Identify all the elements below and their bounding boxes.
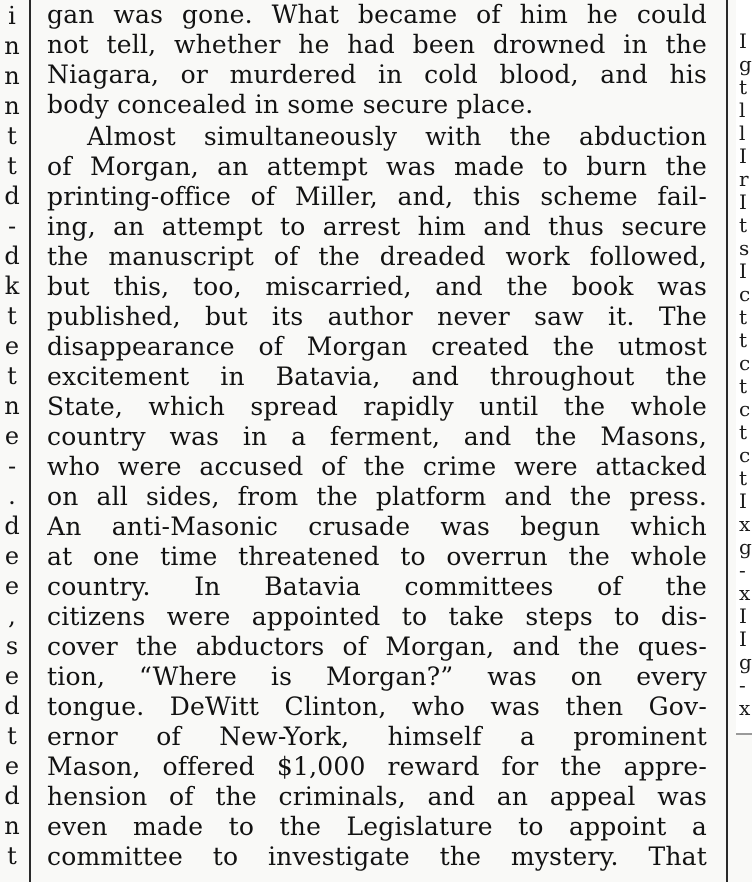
right-fragment-char: c — [739, 443, 751, 467]
right-fragment-char: t — [739, 328, 748, 352]
right-fragment-char: t — [739, 75, 748, 99]
right-fragment-char: t — [739, 213, 748, 237]
article-line: body concealed in some secure place. — [47, 90, 534, 119]
article-line: gan was gone. What became of him he could — [47, 0, 707, 29]
left-fragment-char: n — [4, 62, 20, 90]
left-fragment-char: k — [4, 272, 20, 300]
article-line: ing, an attempt to arrest him and thus secure — [47, 212, 707, 241]
article-line: An anti-Masonic crusade was begun which — [47, 512, 707, 541]
right-fragment-char: I — [739, 489, 747, 513]
article-line: but this, too, miscarried, and the book was — [47, 272, 707, 301]
article-line: cover the abductors of Morgan, and the ques- — [47, 632, 707, 661]
left-fragment-char: d — [4, 242, 20, 270]
left-fragment-char: t — [7, 302, 17, 330]
left-fragment-char: n — [4, 812, 20, 840]
right-fragment-char: t — [739, 420, 748, 444]
left-fragment-char: - — [7, 212, 17, 240]
left-fragment-char: . — [8, 482, 16, 510]
right-fragment-char: I — [739, 259, 747, 283]
left-fragment-char: e — [4, 422, 20, 450]
right-fragment-char: I — [739, 627, 747, 651]
left-fragment-char: e — [4, 752, 20, 780]
right-fragment-char: - — [739, 558, 746, 582]
right-fragment-char: I — [739, 190, 747, 214]
right-fragment-char: I — [739, 604, 747, 628]
left-neighbor-column-fragment — [0, 0, 22, 882]
left-fragment-char: n — [4, 32, 20, 60]
article-line: published, but its author never saw it. The — [47, 302, 707, 331]
left-fragment-char: - — [7, 452, 17, 480]
right-fragment-char: c — [739, 397, 751, 421]
article-line: excitement in Batavia, and throughout the — [47, 362, 707, 391]
left-fragment-char: n — [4, 92, 20, 120]
right-fragment-char: l — [739, 121, 746, 145]
left-column-rule — [29, 0, 31, 882]
left-fragment-char: e — [4, 542, 20, 570]
right-panel-bottom-edge — [736, 733, 752, 735]
left-fragment-char: s — [5, 632, 19, 660]
left-fragment-char: d — [4, 182, 20, 210]
article-line: of Morgan, an attempt was made to burn the — [47, 152, 707, 181]
right-fragment-char: I — [739, 29, 747, 53]
left-fragment-char: d — [4, 692, 20, 720]
left-fragment-char: t — [7, 122, 17, 150]
article-line: tion, “Where is Morgan?” was on every — [47, 662, 707, 691]
right-fragment-char: I — [739, 144, 747, 168]
right-column-rule — [726, 0, 728, 882]
left-fragment-char: , — [8, 602, 16, 630]
right-neighbor-column-fragment — [736, 0, 752, 882]
article-line: Mason, offered $1,000 reward for the appre- — [47, 752, 707, 781]
right-fragment-char: g — [739, 535, 752, 559]
right-fragment-char: x — [739, 512, 751, 536]
article-line: citizens were appointed to take steps to dis- — [47, 602, 707, 631]
right-fragment-char: r — [739, 167, 749, 191]
article-line: Niagara, or murdered in cold blood, and his — [47, 60, 707, 89]
article-line: ernor of New-York, himself a prominent — [47, 722, 707, 751]
article-line: hension of the criminals, and an appeal was — [47, 782, 707, 811]
right-fragment-char: c — [739, 351, 751, 375]
right-fragment-char: g — [739, 650, 752, 674]
right-neighbor-column-panel — [736, 0, 752, 735]
right-fragment-char: l — [739, 98, 746, 122]
article-line: State, which spread rapidly until the whole — [47, 392, 707, 421]
left-fragment-char: e — [4, 662, 20, 690]
article-column — [47, 0, 707, 882]
article-line: who were accused of the crime were attacked — [47, 452, 707, 481]
article-line: tongue. DeWitt Clinton, who was then Gov- — [47, 692, 707, 721]
right-fragment-char: t — [739, 305, 748, 329]
right-fragment-char: - — [739, 673, 746, 697]
article-line: disappearance of Morgan created the utmost — [47, 332, 707, 361]
article-line: country. In Batavia committees of the — [47, 572, 707, 601]
article-line: on all sides, from the platform and the press. — [47, 482, 707, 511]
left-fragment-char: e — [4, 332, 20, 360]
left-fragment-char: i — [8, 2, 16, 30]
left-fragment-char: t — [7, 842, 17, 870]
article-line: at one time threatened to overrun the whole — [47, 542, 707, 571]
left-fragment-char: e — [4, 572, 20, 600]
left-fragment-char: d — [4, 782, 20, 810]
left-fragment-char: t — [7, 152, 17, 180]
article-line: even made to the Legislature to appoint a — [47, 812, 707, 841]
right-fragment-char: x — [739, 696, 751, 720]
right-fragment-char: g — [739, 52, 752, 76]
article-line: committee to investigate the mystery. That — [47, 842, 707, 871]
right-fragment-char: c — [739, 282, 751, 306]
left-fragment-char: d — [4, 512, 20, 540]
article-line: the manuscript of the dreaded work followed, — [47, 242, 707, 271]
article-line: country was in a ferment, and the Masons, — [47, 422, 707, 451]
article-line: not tell, whether he had been drowned in the — [47, 30, 707, 59]
right-fragment-char: x — [739, 581, 751, 605]
right-fragment-char: t — [739, 374, 748, 398]
left-fragment-char: t — [7, 722, 17, 750]
left-fragment-char: t — [7, 362, 17, 390]
article-line: printing-office of Miller, and, this scheme fail- — [47, 182, 707, 211]
left-fragment-char: n — [4, 392, 20, 420]
paragraph-first-line: Almost simultaneously with the abduction — [87, 122, 707, 151]
right-fragment-char: s — [739, 236, 750, 260]
right-fragment-char: t — [739, 466, 748, 490]
